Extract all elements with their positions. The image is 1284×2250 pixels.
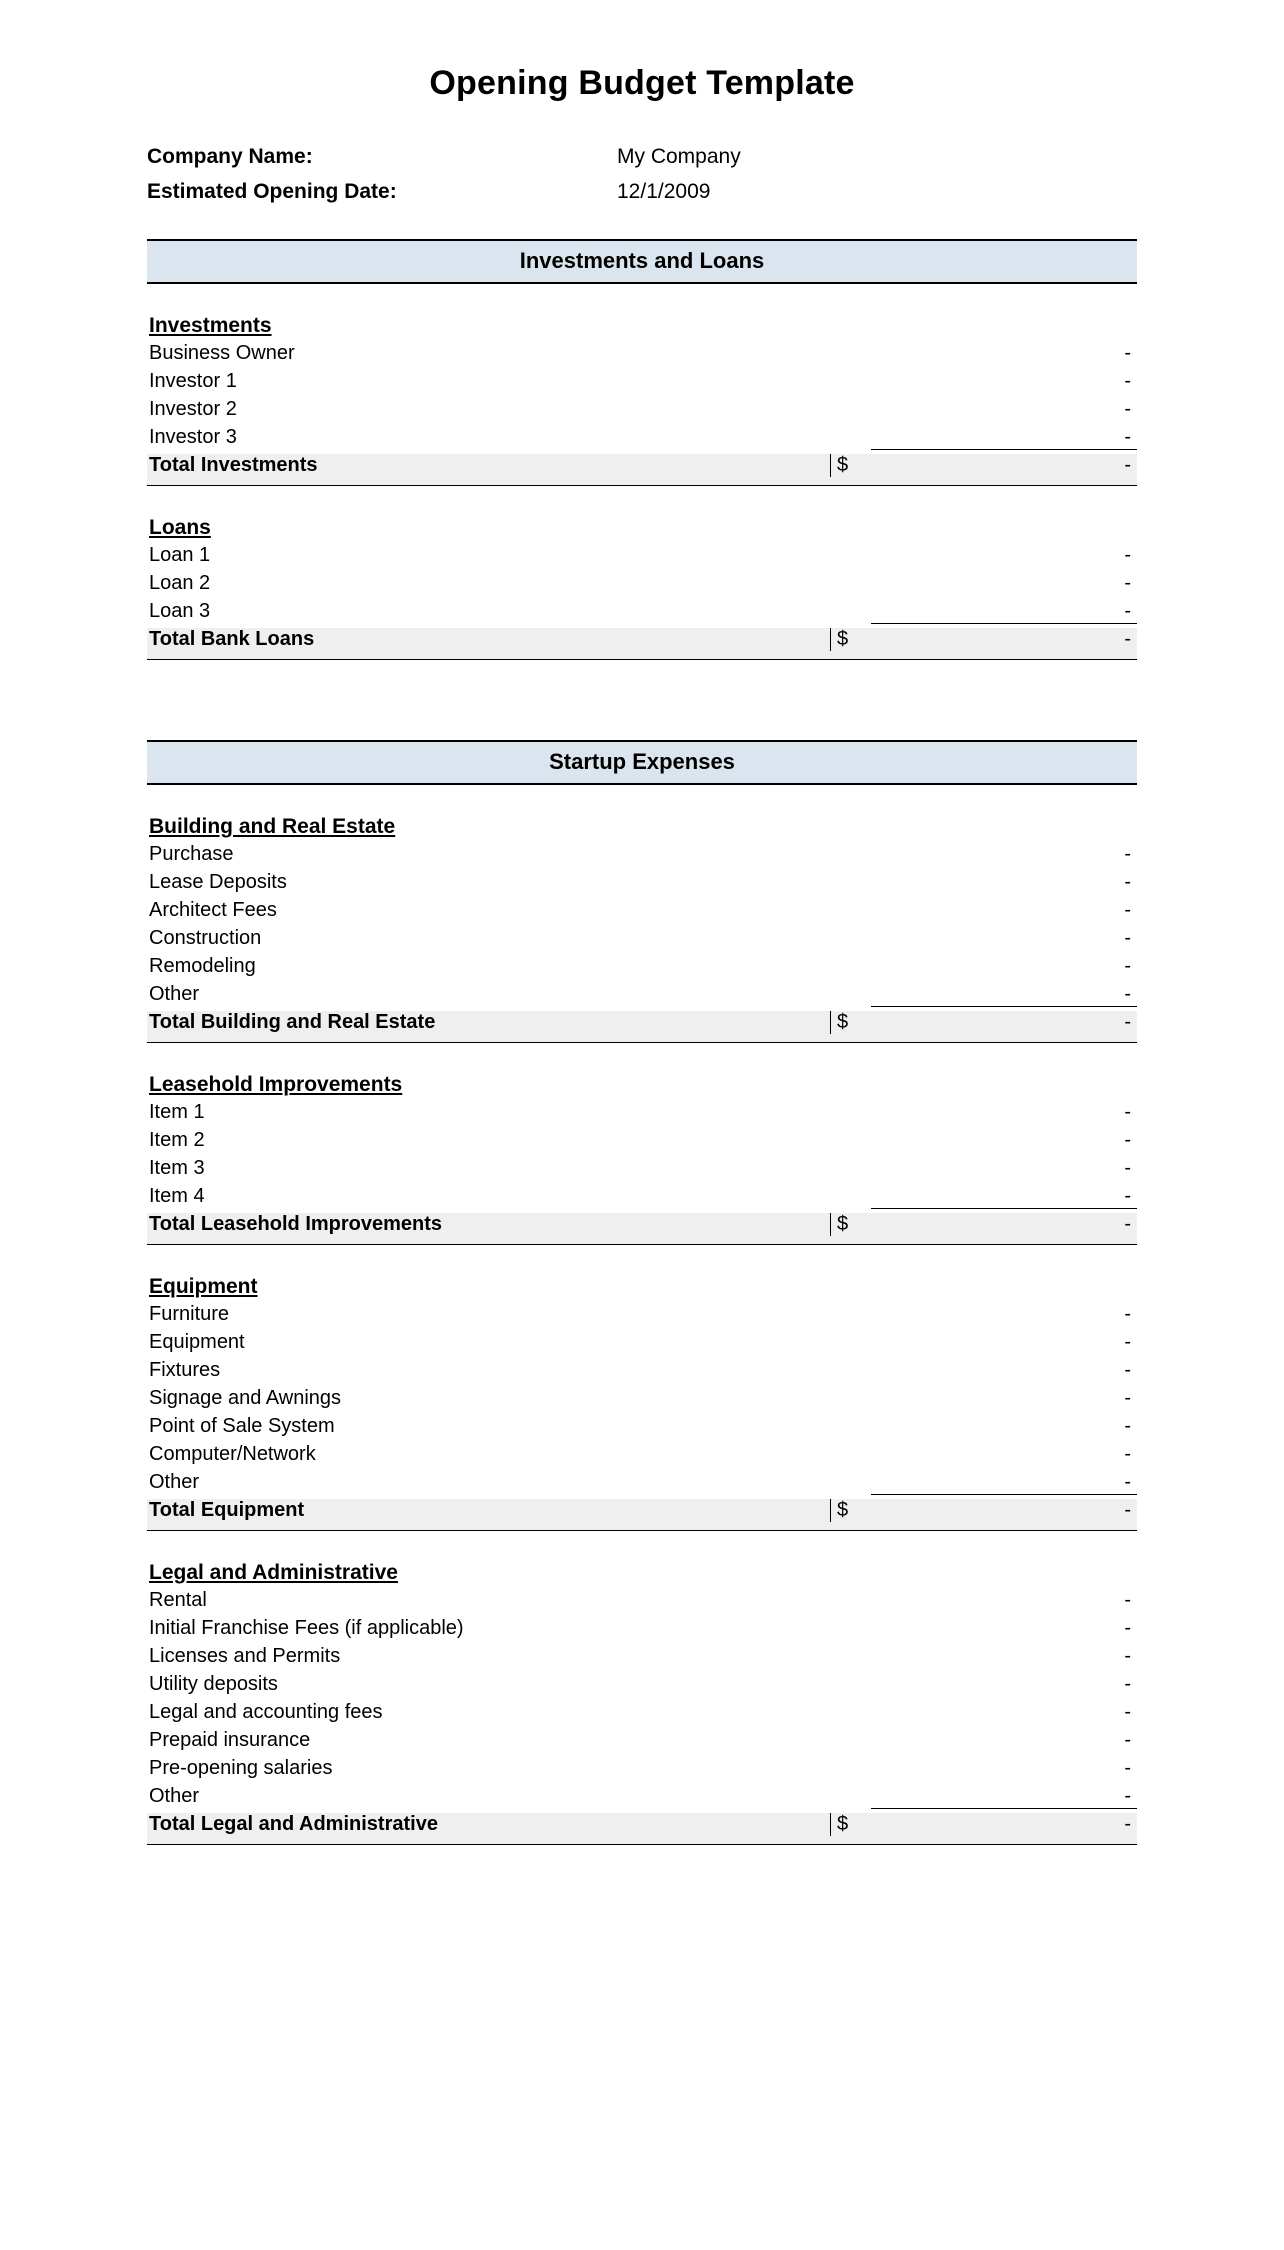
line-item-amount[interactable]: - (1124, 955, 1131, 977)
line-item (147, 426, 1137, 454)
line-item-label: Item 4 (149, 1185, 205, 1207)
line-item-label: Purchase (149, 843, 234, 865)
total-currency: $ (830, 1499, 877, 1522)
line-item-label: Architect Fees (149, 899, 277, 921)
line-item (147, 1129, 1137, 1157)
total-row-leasehold-improvements (147, 1213, 1137, 1245)
line-item (147, 572, 1137, 600)
page-title: Opening Budget Template (429, 64, 855, 102)
line-item-amount[interactable]: - (871, 426, 1137, 450)
total-row-equipment (147, 1499, 1137, 1531)
line-item (147, 1701, 1137, 1729)
total-amount: - (1124, 628, 1131, 650)
line-item-label: Loan 3 (149, 600, 211, 622)
line-item (147, 1303, 1137, 1331)
line-item-label: Pre-opening salaries (149, 1757, 333, 1779)
total-row-building-and-real-estate (147, 1011, 1137, 1043)
total-amount: - (1124, 1499, 1131, 1521)
line-item (147, 1471, 1137, 1499)
line-item-label: Prepaid insurance (149, 1729, 311, 1751)
line-item-amount[interactable]: - (1124, 1443, 1131, 1465)
company-meta-block (147, 145, 1137, 215)
line-item (147, 1757, 1137, 1785)
opening-date-label: Estimated Opening Date: (147, 180, 397, 203)
line-item-amount[interactable]: - (871, 983, 1137, 1007)
group-title-loans: Loans (149, 516, 211, 539)
total-label: Total Investments (149, 454, 318, 476)
budget-sheet (147, 0, 1137, 1863)
line-item-label: Loan 1 (149, 544, 211, 566)
total-currency: $ (830, 628, 877, 651)
total-currency: $ (830, 1213, 877, 1236)
total-row-investments (147, 454, 1137, 486)
line-item (147, 871, 1137, 899)
total-label: Total Equipment (149, 1499, 305, 1521)
total-currency: $ (830, 1813, 877, 1836)
line-item-amount[interactable]: - (1124, 342, 1131, 364)
line-item-amount[interactable]: - (1124, 1645, 1131, 1667)
line-item-amount[interactable]: - (1124, 572, 1131, 594)
line-item (147, 1387, 1137, 1415)
line-item-label: Legal and accounting fees (149, 1701, 383, 1723)
line-item (147, 1645, 1137, 1673)
group-building-and-real-estate (147, 815, 1137, 1043)
line-item-amount[interactable]: - (1124, 1673, 1131, 1695)
line-item-label: Item 1 (149, 1101, 205, 1123)
line-item-amount[interactable]: - (1124, 398, 1131, 420)
line-item (147, 370, 1137, 398)
total-label: Total Leasehold Improvements (149, 1213, 443, 1235)
opening-date-value[interactable]: 12/1/2009 (617, 180, 711, 203)
line-item-amount[interactable]: - (1124, 1303, 1131, 1325)
line-item-label: Signage and Awnings (149, 1387, 342, 1409)
total-amount: - (1124, 1011, 1131, 1033)
line-item-amount[interactable]: - (1124, 1757, 1131, 1779)
line-item (147, 955, 1137, 983)
group-leasehold-improvements (147, 1073, 1137, 1245)
line-item-label: Remodeling (149, 955, 256, 977)
total-label: Total Legal and Administrative (149, 1813, 438, 1835)
line-item (147, 1331, 1137, 1359)
line-item (147, 843, 1137, 871)
line-item-amount[interactable]: - (1124, 1101, 1131, 1123)
total-currency: $ (830, 1011, 877, 1034)
line-item-label: Utility deposits (149, 1673, 278, 1695)
line-item-amount[interactable]: - (1124, 544, 1131, 566)
group-equipment (147, 1275, 1137, 1531)
line-item-label: Equipment (149, 1331, 245, 1353)
line-item-amount[interactable]: - (1124, 370, 1131, 392)
bottom-spacer (147, 1845, 1137, 1863)
line-item-amount[interactable]: - (1124, 1331, 1131, 1353)
total-label: Total Bank Loans (149, 628, 315, 650)
company-name-value[interactable]: My Company (617, 145, 741, 168)
line-item (147, 1359, 1137, 1387)
line-item-label: Business Owner (149, 342, 295, 364)
line-item (147, 899, 1137, 927)
group-legal-and-administrative (147, 1561, 1137, 1845)
line-item (147, 1101, 1137, 1129)
section-spacer (147, 660, 1137, 726)
group-title-legal-and-administrative: Legal and Administrative (149, 1561, 398, 1584)
line-item-amount[interactable]: - (1124, 899, 1131, 921)
line-item-amount[interactable]: - (1124, 1157, 1131, 1179)
total-row-legal-and-administrative (147, 1813, 1137, 1845)
line-item-label: Point of Sale System (149, 1415, 335, 1437)
group-loans (147, 516, 1137, 660)
line-item-label: Other (149, 1471, 200, 1493)
line-item (147, 1617, 1137, 1645)
line-item (147, 600, 1137, 628)
line-item (147, 1185, 1137, 1213)
line-item (147, 1443, 1137, 1471)
line-item-label: Construction (149, 927, 262, 949)
line-item-amount[interactable]: - (871, 1185, 1137, 1209)
line-item-label: Initial Franchise Fees (if applicable) (149, 1617, 464, 1639)
line-item-label: Furniture (149, 1303, 230, 1325)
total-amount: - (1124, 1213, 1131, 1235)
line-item-amount[interactable]: - (1124, 871, 1131, 893)
line-item (147, 544, 1137, 572)
group-title-equipment: Equipment (149, 1275, 258, 1298)
line-item (147, 398, 1137, 426)
line-item (147, 342, 1137, 370)
line-item-amount[interactable]: - (871, 1471, 1137, 1495)
line-item-label: Lease Deposits (149, 871, 287, 893)
line-item-amount[interactable]: - (1124, 1729, 1131, 1751)
line-item-label: Other (149, 1785, 200, 1807)
line-item (147, 927, 1137, 955)
group-title-building-and-real-estate: Building and Real Estate (149, 815, 396, 838)
line-item-label: Investor 2 (149, 398, 237, 420)
line-item (147, 1673, 1137, 1701)
total-amount: - (1124, 1813, 1131, 1835)
total-label: Total Building and Real Estate (149, 1011, 436, 1033)
company-name-label: Company Name: (147, 145, 313, 168)
line-item-amount[interactable]: - (1124, 1589, 1131, 1611)
line-item (147, 1785, 1137, 1813)
line-item (147, 1589, 1137, 1617)
group-investments (147, 314, 1137, 486)
line-item-amount[interactable]: - (1124, 1359, 1131, 1381)
line-item-label: Rental (149, 1589, 207, 1611)
line-item-amount[interactable]: - (871, 600, 1137, 624)
line-item-label: Item 2 (149, 1129, 205, 1151)
line-item-amount[interactable]: - (1124, 1387, 1131, 1409)
line-item-amount[interactable]: - (1124, 1617, 1131, 1639)
line-item-amount[interactable]: - (1124, 1415, 1131, 1437)
line-item-label: Computer/Network (149, 1443, 316, 1465)
line-item-amount[interactable]: - (1124, 1129, 1131, 1151)
line-item-label: Investor 3 (149, 426, 237, 448)
meta-row-company-name (147, 145, 1137, 180)
total-currency: $ (830, 454, 877, 477)
meta-row-opening-date (147, 180, 1137, 215)
line-item-label: Fixtures (149, 1359, 221, 1381)
total-amount: - (1124, 454, 1131, 476)
group-title-investments: Investments (149, 314, 272, 337)
group-title-leasehold-improvements: Leasehold Improvements (149, 1073, 403, 1096)
line-item (147, 1415, 1137, 1443)
line-item (147, 1729, 1137, 1757)
section-banner-investments-and-loans: Investments and Loans (147, 239, 1137, 284)
line-item (147, 1157, 1137, 1185)
section-banner-startup-expenses: Startup Expenses (147, 740, 1137, 785)
line-item-label: Investor 1 (149, 370, 237, 392)
line-item-amount[interactable]: - (1124, 1701, 1131, 1723)
line-item-label: Other (149, 983, 200, 1005)
total-row-bank-loans (147, 628, 1137, 660)
line-item-amount[interactable]: - (871, 1785, 1137, 1809)
line-item-amount[interactable]: - (1124, 843, 1131, 865)
line-item-amount[interactable]: - (1124, 927, 1131, 949)
line-item-label: Licenses and Permits (149, 1645, 341, 1667)
line-item (147, 983, 1137, 1011)
line-item-label: Item 3 (149, 1157, 205, 1179)
line-item-label: Loan 2 (149, 572, 211, 594)
